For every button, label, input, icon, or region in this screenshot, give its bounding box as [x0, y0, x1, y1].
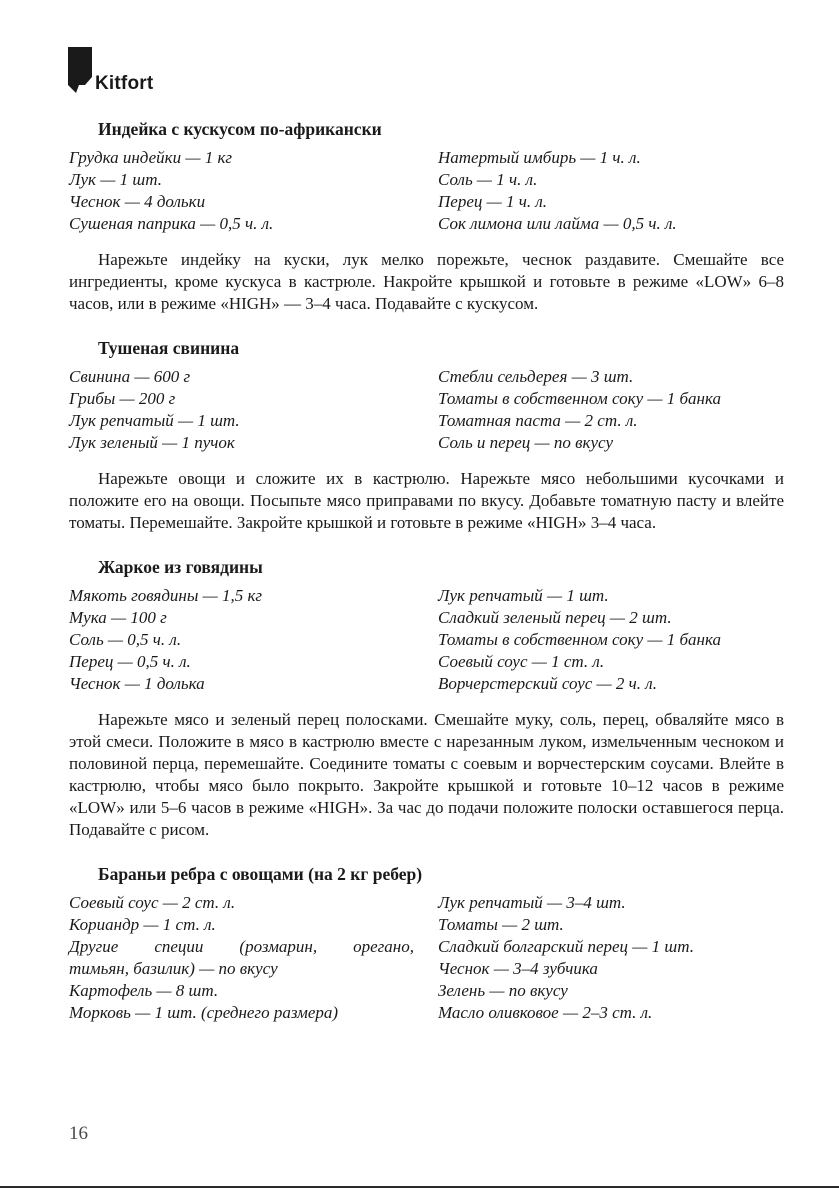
recipe-beef-roast [69, 556, 784, 841]
recipe-instructions: Нарежьте овощи и сложите их в кастрюлю. Нарежьте мясо небольшими кусочками и положите его на овощи. Посыпьте мясо приправами по вкусу. Добавьте томатную пасту и влейте томаты. Перемешайте. Закройте крышкой и готовьте в режиме «HIGH» 3–4 часа. [69, 469, 784, 532]
ingredient: Перец — 0,5 ч. л. [69, 652, 191, 671]
ingredients-right-column [438, 892, 784, 1024]
ingredient: Лук репчатый — 1 шт. [438, 586, 609, 605]
ingredient: Сладкий зеленый перец — 2 шт. [438, 608, 672, 627]
ingredient: тимьян, базилик) — по вкусу [69, 959, 278, 978]
ingredient: Сок лимона или лайма — 0,5 ч. л. [438, 214, 677, 233]
ingredient: Другие специи (розмарин, орегано, [69, 937, 414, 956]
recipe-turkey-couscous [69, 118, 784, 315]
ingredient: Сладкий болгарский перец — 1 шт. [438, 937, 694, 956]
ingredient: Соль — 1 ч. л. [438, 170, 538, 189]
ingredient: Томаты в собственном соку — 1 банка [438, 630, 721, 649]
ingredient: Томатная паста — 2 ст. л. [438, 411, 638, 430]
recipe-content [69, 118, 784, 1046]
page-number: 16 [69, 1123, 88, 1144]
ingredient: Грудка индейки — 1 кг [69, 148, 233, 167]
ingredient: Свинина — 600 г [69, 367, 191, 386]
ingredients-right-column [438, 585, 784, 695]
ingredient: Мякоть говядины — 1,5 кг [69, 586, 263, 605]
ingredient: Чеснок — 1 долька [69, 674, 205, 693]
brand-logo [68, 47, 153, 93]
ingredients-left-column [69, 585, 438, 695]
ingredient: Ворчерстерский соус — 2 ч. л. [438, 674, 657, 693]
ingredient: Соль — 0,5 ч. л. [69, 630, 182, 649]
ingredients-list [69, 585, 784, 695]
recipe-title: Бараньи ребра с овощами (на 2 кг ребер) [98, 864, 423, 884]
recipe-title: Индейка с кускусом по-африкански [98, 119, 382, 139]
ingredient: Мука — 100 г [69, 608, 167, 627]
ingredient: Натертый имбирь — 1 ч. л. [438, 148, 641, 167]
recipe-title: Жаркое из говядины [98, 557, 263, 577]
kitfort-logo-icon [68, 47, 92, 93]
ingredient: Томаты — 2 шт. [438, 915, 564, 934]
recipe-title: Тушеная свинина [98, 338, 240, 358]
ingredient: Картофель — 8 шт. [69, 981, 219, 1000]
recipe-lamb-ribs [69, 863, 784, 1024]
ingredient: Стебли сельдерея — 3 шт. [438, 367, 634, 386]
recipe-stewed-pork [69, 337, 784, 534]
ingredient: Чеснок — 4 дольки [69, 192, 206, 211]
ingredient: Лук — 1 шт. [69, 170, 162, 189]
ingredient: Соль и перец — по вкусу [438, 433, 613, 452]
ingredient: Зелень — по вкусу [438, 981, 568, 1000]
ingredient: Сушеная паприка — 0,5 ч. л. [69, 214, 274, 233]
recipe-instructions: Нарежьте мясо и зеленый перец полосками. Смешайте муку, соль, перец, обваляйте мясо в этой смеси. Положите в мясо в кастрюлю вместе с нарезанным луком, измельченным чесноком и половиной перца, перемешайте. Соедините томаты с соевым и ворчестерским соусами. Влейте в кастрюлю, чтобы мясо было покрыто. Закройте крышкой и готовьте 10–12 часов в режиме «LOW» или 5–6 часов в режиме «HIGH». За час до подачи положите полоски оставшегося перца. Подавайте с рисом. [69, 710, 784, 839]
recipe-instructions: Нарежьте индейку на куски, лук мелко порежьте, чеснок раздавите. Смешайте все ингредиенты, кроме кускуса в кастрюле. Накройте крышкой и готовьте в режиме «LOW» 6–8 часов, или в режиме «HIGH» — 3–4 часа. Подавайте с кускусом. [69, 250, 784, 313]
ingredient: Масло оливковое — 2–3 ст. л. [438, 1003, 653, 1022]
ingredients-left-column [69, 366, 438, 454]
ingredient: Лук зеленый — 1 пучок [69, 433, 235, 452]
ingredients-right-column [438, 366, 784, 454]
ingredients-list [69, 366, 784, 454]
ingredient: Морковь — 1 шт. (среднего размера) [69, 1003, 339, 1022]
ingredient: Соевый соус — 2 ст. л. [69, 893, 236, 912]
ingredient: Томаты в собственном соку — 1 банка [438, 389, 721, 408]
brand-name: Kitfort [95, 73, 154, 94]
ingredients-list [69, 147, 784, 235]
ingredient: Лук репчатый — 3–4 шт. [438, 893, 626, 912]
ingredient: Лук репчатый — 1 шт. [69, 411, 240, 430]
ingredient: Грибы — 200 г [69, 389, 176, 408]
ingredients-right-column [438, 147, 784, 235]
ingredient: Соевый соус — 1 ст. л. [438, 652, 605, 671]
ingredients-left-column [69, 892, 414, 1024]
ingredient: Перец — 1 ч. л. [438, 192, 548, 211]
ingredient: Чеснок — 3–4 зубчика [438, 959, 598, 978]
ingredients-left-column [69, 147, 438, 235]
ingredient: Кориандр — 1 ст. л. [69, 915, 216, 934]
ingredients-list [69, 892, 784, 1024]
